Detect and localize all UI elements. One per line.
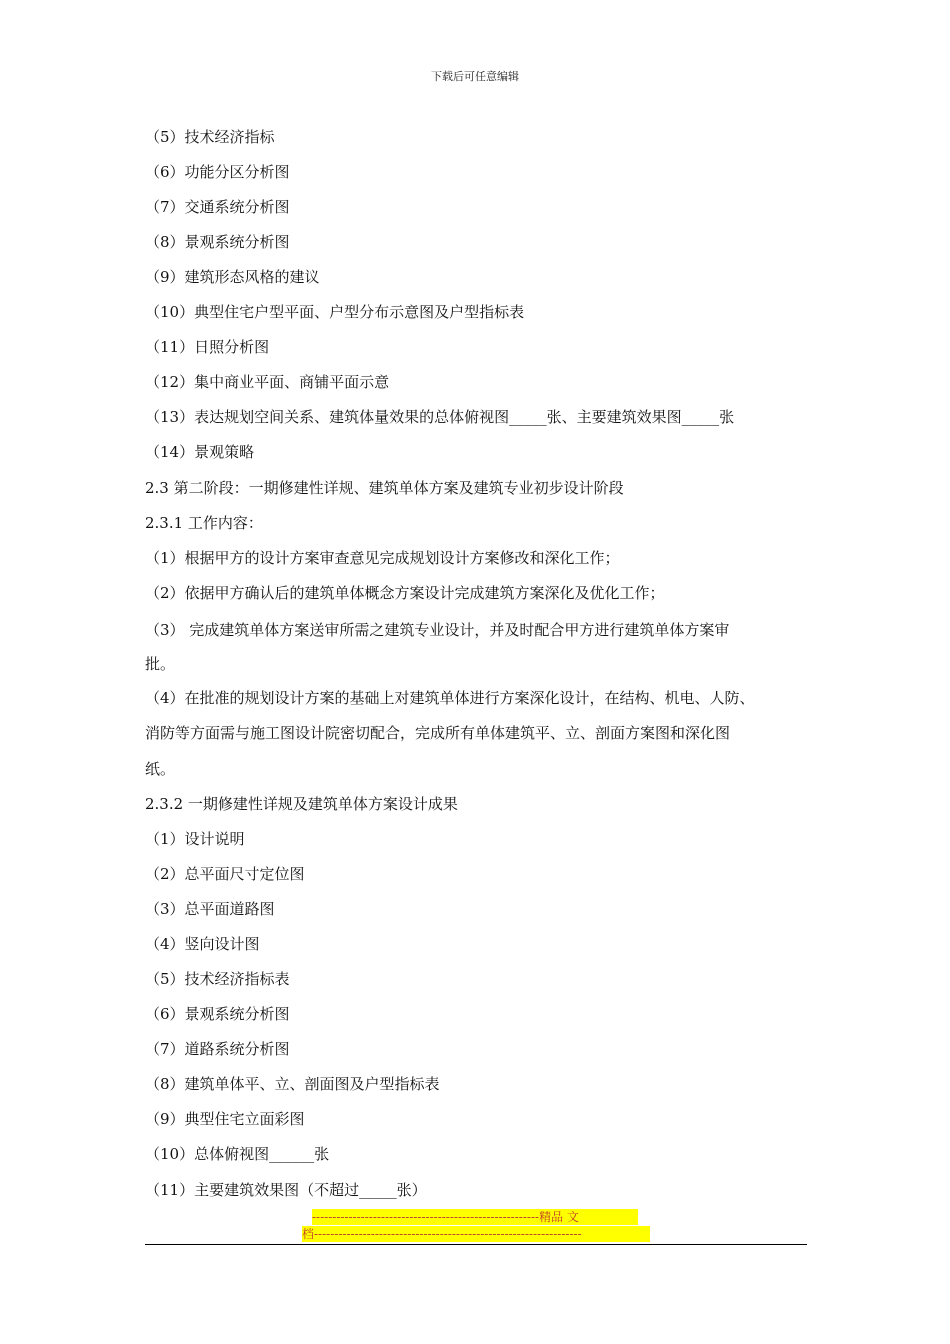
text-line: （13）表达规划空间关系、建筑体量效果的总体俯视图_____张、主要建筑效果图_____张 [145, 408, 735, 426]
subsection-heading: 2.3.1 工作内容： [145, 514, 263, 532]
text-line: （9）典型住宅立面彩图 [145, 1110, 305, 1128]
text-line: （1）根据甲方的设计方案审查意见完成规划设计方案修改和深化工作； [145, 549, 620, 567]
footer-divider [145, 1244, 807, 1245]
text-line: （2）总平面尺寸定位图 [145, 865, 305, 883]
text-line: （5）技术经济指标表 [145, 970, 290, 988]
section-heading: 2.3 第二阶段：一期修建性详规、建筑单体方案及建筑专业初步设计阶段 [145, 479, 624, 497]
text-line: （6）功能分区分析图 [145, 163, 290, 181]
subsection-heading: 2.3.2 一期修建性详规及建筑单体方案设计成果 [145, 795, 458, 813]
footer-watermark-line2: 档------------------------------------------------------------------ [302, 1226, 650, 1242]
text-line: （12）集中商业平面、商铺平面示意 [145, 373, 390, 391]
text-line: 纸。 [145, 760, 176, 778]
text-line: （3）总平面道路图 [145, 900, 275, 918]
text-line: （10）典型住宅户型平面、户型分布示意图及户型指标表 [145, 303, 525, 321]
text-line: （9）建筑形态风格的建议 [145, 268, 320, 286]
text-line: （8）景观系统分析图 [145, 233, 290, 251]
text-line: （4）在批准的规划设计方案的基础上对建筑单体进行方案深化设计，在结构、机电、人防、 [145, 689, 755, 707]
text-line: （7）交通系统分析图 [145, 198, 290, 216]
footer-watermark-line1: --------------------------------------------------------精品 文 [312, 1209, 638, 1225]
text-line: （10）总体俯视图______张 [145, 1145, 330, 1163]
text-line: （14）景观策略 [145, 443, 255, 461]
text-line: （3） 完成建筑单体方案送审所需之建筑专业设计，并及时配合甲方进行建筑单体方案审 [145, 621, 730, 639]
text-line: （7）道路系统分析图 [145, 1040, 290, 1058]
page-header: 下载后可任意编辑 [431, 70, 519, 83]
text-line: （8）建筑单体平、立、剖面图及户型指标表 [145, 1075, 440, 1093]
text-line: （1）设计说明 [145, 830, 245, 848]
text-line: （11）主要建筑效果图（不超过_____张） [145, 1181, 427, 1199]
text-line: （4）竖向设计图 [145, 935, 260, 953]
text-line: （2）依据甲方确认后的建筑单体概念方案设计完成建筑方案深化及优化工作； [145, 584, 665, 602]
text-line: 消防等方面需与施工图设计院密切配合，完成所有单体建筑平、立、剖面方案图和深化图 [145, 724, 731, 742]
text-line: 批。 [145, 655, 176, 673]
text-line: （11）日照分析图 [145, 338, 270, 356]
text-line: （5）技术经济指标 [145, 128, 275, 146]
text-line: （6）景观系统分析图 [145, 1005, 290, 1023]
